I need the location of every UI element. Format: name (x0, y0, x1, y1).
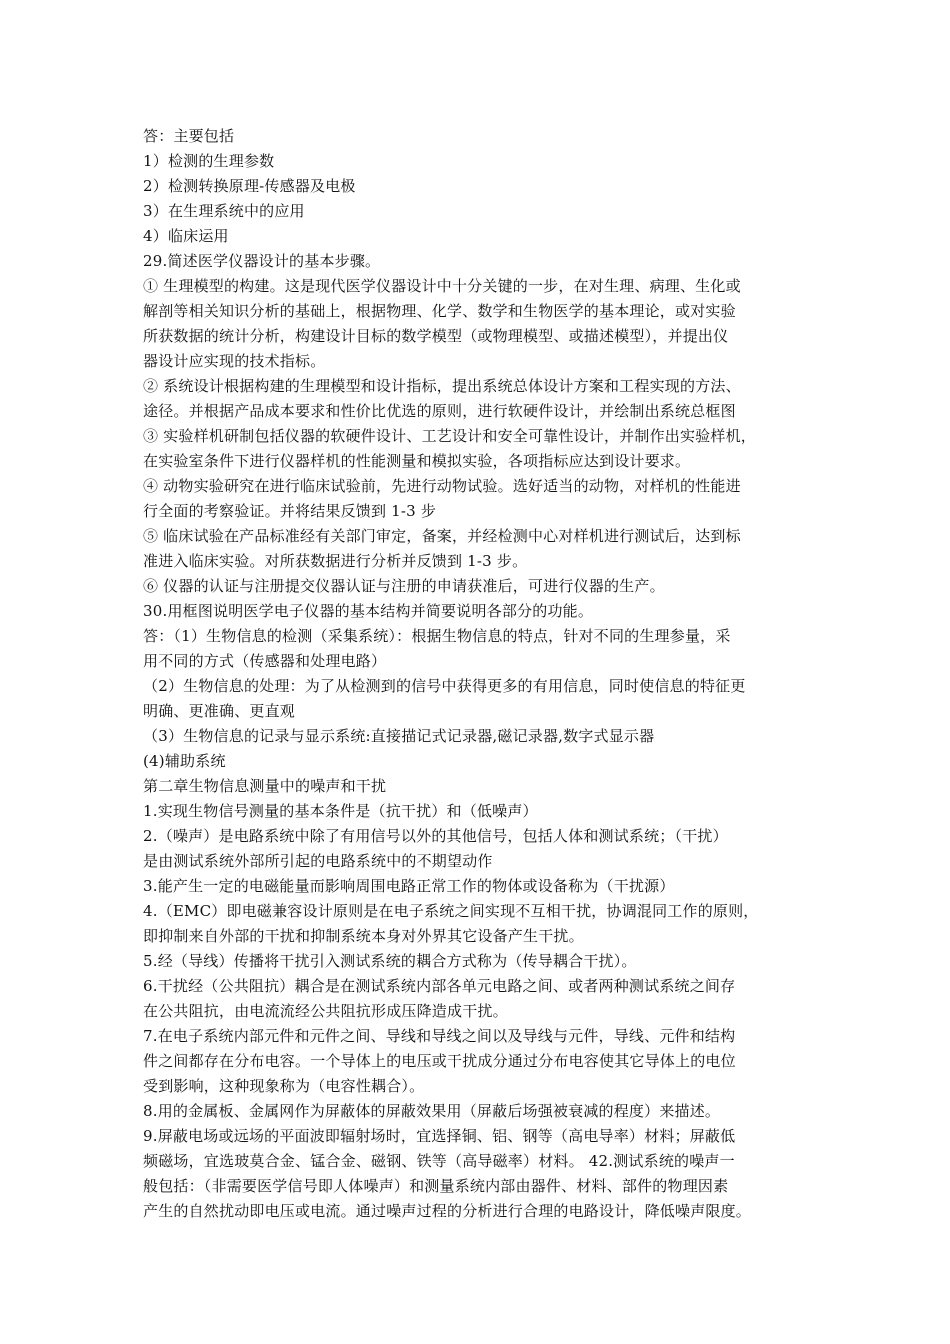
text-line: ② 系统设计根据构建的生理模型和设计指标，提出系统总体设计方案和工程实现的方法、 (143, 377, 741, 395)
text-line: 受到影响，这种现象称为（电容性耦合）。 (143, 1077, 425, 1095)
text-line: 件之间都存在分布电容。一个导体上的电压或干扰成分通过分布电容使其它导体上的电位 (143, 1052, 736, 1070)
text-line: 3.能产生一定的电磁能量而影响周围电路正常工作的物体或设备称为（干扰源） (143, 877, 675, 895)
text-line: 7.在电子系统内部元件和元件之间、导线和导线之间以及导线与元件，导线、元件和结构 (143, 1027, 736, 1045)
text-line: 在公共阻抗，由电流流经公共阻抗形成压降造成干扰。 (143, 1002, 508, 1020)
text-line: ⑤ 临床试验在产品标准经有关部门审定，备案，并经检测中心对样机进行测试后，达到标 (143, 527, 741, 545)
text-line: 答：主要包括 (143, 127, 235, 145)
text-line: ⑥ 仪器的认证与注册提交仪器认证与注册的申请获准后，可进行仪器的生产。 (143, 577, 665, 595)
text-line: 器设计应实现的技术指标。 (143, 352, 326, 370)
question-heading: 30.用框图说明医学电子仪器的基本结构并简要说明各部分的功能。 (143, 602, 594, 620)
text-line: 2.（噪声）是电路系统中除了有用信号以外的其他信号，包括人体和测试系统；（干扰） (143, 827, 728, 845)
text-line: 即抑制来自外部的干扰和抑制系统本身对外界其它设备产生干扰。 (143, 927, 584, 945)
text-line: 2）检测转换原理-传感器及电极 (143, 177, 356, 195)
text-line: 是由测试系统外部所引起的电路系统中的不期望动作 (143, 852, 493, 870)
text-line: 途径。并根据产品成本要求和性价比优选的原则，进行软硬件设计，并绘制出系统总框图 (143, 402, 736, 420)
text-line: 6.干扰经（公共阻抗）耦合是在测试系统内部各单元电路之间、或者两种测试系统之间存 (143, 977, 736, 995)
text-line: 所获数据的统计分析，构建设计目标的数学模型（或物理模型、或描述模型），并提出仪 (143, 327, 729, 345)
text-line: 产生的自然扰动即电压或电流。通过噪声过程的分析进行合理的电路设计，降低噪声限度。 (143, 1202, 752, 1220)
text-line: ① 生理模型的构建。这是现代医学仪器设计中十分关键的一步，在对生理、病理、生化或 (143, 277, 741, 295)
text-line: 1）检测的生理参数 (143, 152, 275, 170)
text-line: 3）在生理系统中的应用 (143, 202, 305, 220)
text-line: 1.实现生物信号测量的基本条件是（抗干扰）和（低噪声） (143, 802, 538, 820)
question-heading: 29.简述医学仪器设计的基本步骤。 (143, 252, 381, 270)
text-line: 5.经（导线）传播将干扰引入测试系统的耦合方式称为（传导耦合干扰）。 (143, 952, 637, 970)
chapter-heading: 第二章生物信息测量中的噪声和干扰 (143, 777, 387, 795)
text-line: （2）生物信息的处理：为了从检测到的信号中获得更多的有用信息，同时使信息的特征更 (143, 677, 746, 695)
text-line: 准进入临床实验。对所获数据进行分析并反馈到 1-3 步。 (143, 552, 528, 570)
text-line: 4）临床运用 (143, 227, 229, 245)
text-line: 解剖等相关知识分析的基础上，根据物理、化学、数学和生物医学的基本理论，或对实验 (143, 302, 736, 320)
text-line: （3）生物信息的记录与显示系统:直接描记式记录器,磁记录器,数字式显示器 (143, 727, 655, 745)
text-line: 4.（EMC）即电磁兼容设计原则是在电子系统之间实现不互相干扰，协调混同工作的原则， (143, 902, 759, 920)
text-line: 般包括：（非需要医学信号即人体噪声）和测量系统内部由器件、材料、部件的物理因素 (143, 1177, 729, 1195)
text-line: ④ 动物实验研究在进行临床试验前，先进行动物试验。选好适当的动物，对样机的性能进 (143, 477, 741, 495)
text-line: 行全面的考察验证。并将结果反馈到 1-3 步 (143, 502, 437, 520)
text-line: 频磁场，宜选玻莫合金、锰合金、磁钢、铁等（高导磁率）材料。 42.测试系统的噪声一 (143, 1152, 735, 1170)
text-line: (4)辅助系统 (143, 752, 226, 770)
text-line: ③ 实验样机研制包括仪器的软硬件设计、工艺设计和安全可靠性设计，并制作出实验样机， (143, 427, 756, 445)
text-line: 9.屏蔽电场或远场的平面波即辐射场时，宜选择铜、铝、钢等（高电导率）材料；屏蔽低 (143, 1127, 736, 1145)
document-body (143, 124, 811, 1224)
text-line: 在实验室条件下进行仪器样机的性能测量和模拟实验，各项指标应达到设计要求。 (143, 452, 691, 470)
text-line: 明确、更准确、更直观 (143, 702, 296, 720)
text-line: 答：（1）生物信息的检测（采集系统）：根据生物信息的特点，针对不同的生理参量，采 (143, 627, 731, 645)
text-line: 8.用的金属板、金属网作为屏蔽体的屏蔽效果用（屏蔽后场强被衰减的程度）来描述。 (143, 1102, 721, 1120)
text-line: 用不同的方式（传感器和处理电路） (143, 652, 387, 670)
